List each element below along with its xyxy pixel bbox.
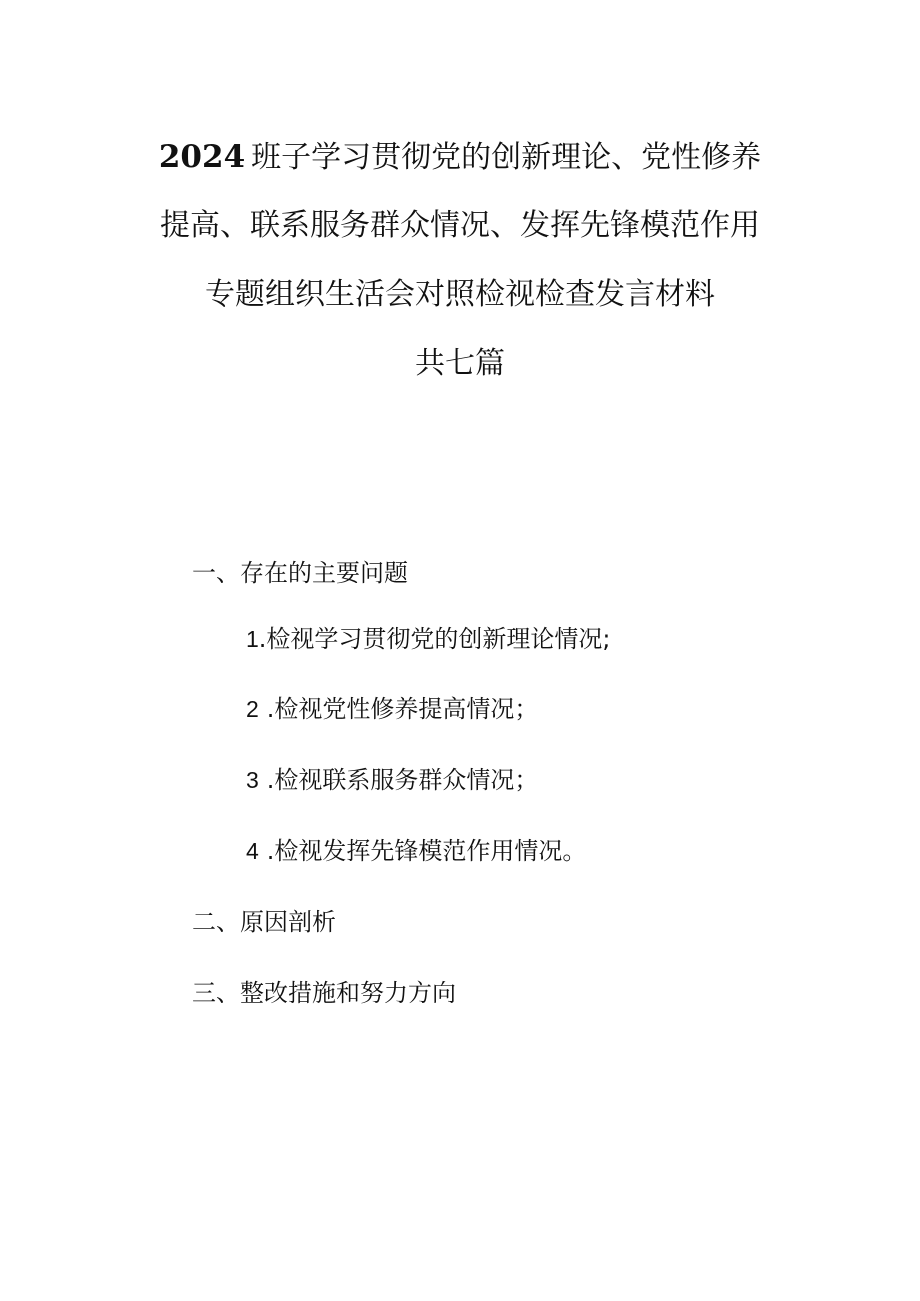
title-line-3: 专题组织生活会对照检视检查发言材料 [205,277,715,312]
title-line-4: 共七篇 [415,346,505,381]
document-title [0,128,920,393]
section-heading-2: 二、原因剖析 [192,908,336,936]
section-heading-1: 一、存在的主要问题 [192,559,408,587]
list-item [246,693,538,725]
list-item-text: .检视学习贯彻党的创新理论情况; [258,625,611,653]
title-line-1-text: 班子学习贯彻党的创新理论、党性修养 [251,140,762,175]
list-item-number: 1 [246,626,259,652]
list-item-number: 4 [246,838,259,864]
section-heading-3: 三、整改措施和努力方向 [192,979,456,1007]
title-line-1 [0,128,920,186]
list-item [246,623,611,655]
list-item [246,835,586,867]
title-line-2: 提高、联系服务群众情况、发挥先锋模范作用 [160,208,760,243]
list-item-text: .检视发挥先锋模范作用情况。 [266,837,587,865]
list-item-text: .检视联系服务群众情况； [266,766,539,794]
list-item-number: 3 [246,767,259,793]
title-year: 2024 [158,139,246,175]
list-item-number: 2 [246,696,259,722]
list-item-text: .检视党性修养提高情况； [266,695,539,723]
list-item [246,764,538,796]
